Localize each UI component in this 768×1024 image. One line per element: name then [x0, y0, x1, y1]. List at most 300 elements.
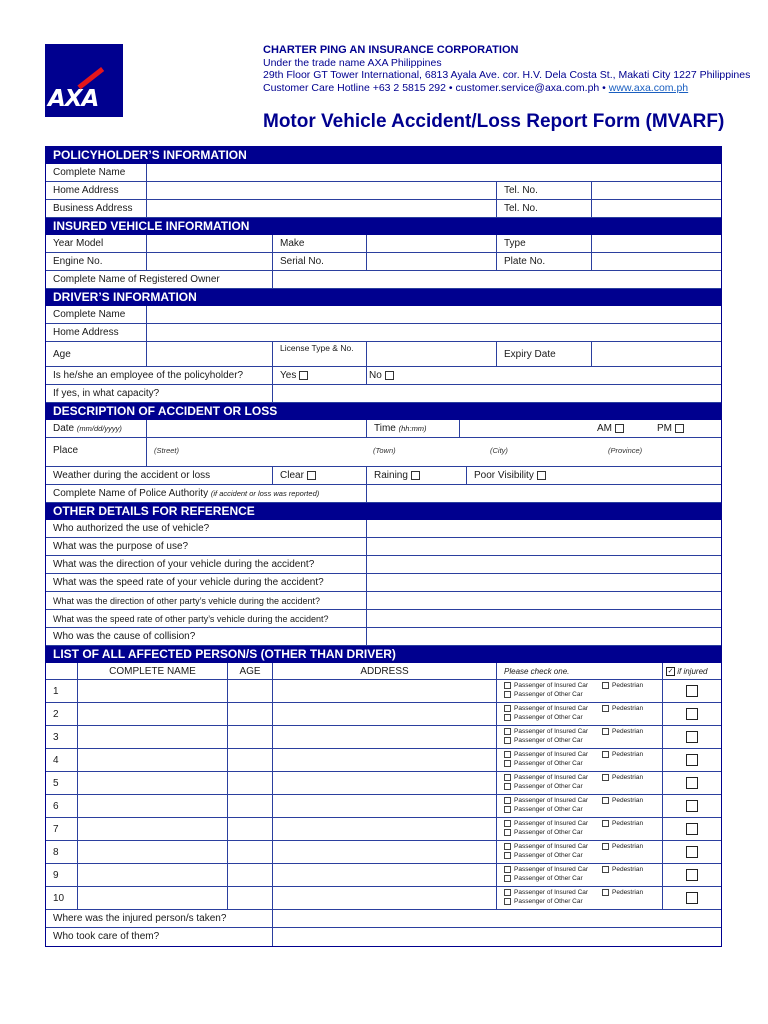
affected-injured-cell — [663, 772, 721, 794]
affected-role-options — [497, 772, 663, 794]
field-police[interactable] — [367, 485, 721, 502]
field-ph-tel2[interactable] — [592, 200, 721, 217]
answer-5[interactable] — [367, 592, 721, 609]
header-age: AGE — [228, 663, 273, 679]
field-date[interactable] — [147, 420, 367, 437]
option-passenger-insured[interactable] — [504, 705, 588, 712]
passenger-insured-label: Passenger of Insured Car — [514, 797, 589, 804]
answer-3[interactable] — [367, 556, 721, 573]
injured-checkbox[interactable] — [686, 800, 698, 812]
affected-name-field[interactable] — [78, 864, 228, 886]
option-raining[interactable] — [367, 467, 467, 484]
hint-city: (City) — [490, 446, 508, 455]
option-passenger-other[interactable] — [504, 898, 583, 905]
option-yes[interactable] — [273, 367, 367, 384]
row-acc-date — [46, 420, 721, 438]
affected-row-number: 4 — [46, 749, 78, 771]
passenger-other-checkbox[interactable] — [504, 852, 511, 859]
passenger-insured-checkbox[interactable] — [504, 705, 511, 712]
option-pm[interactable] — [657, 420, 684, 437]
role-line-2 — [504, 874, 662, 883]
option-pedestrian[interactable] — [602, 888, 643, 897]
row-drv-employee — [46, 367, 721, 385]
field-ph-business[interactable] — [147, 200, 497, 217]
axa-logo — [45, 44, 123, 117]
trade-name: Under the trade name AXA Philippines — [263, 56, 442, 69]
option-poor-visibility[interactable] — [467, 467, 721, 484]
field-make[interactable] — [367, 235, 497, 252]
affected-name-field[interactable] — [78, 772, 228, 794]
label-plate: Plate No. — [497, 253, 592, 270]
affected-role-options — [497, 841, 663, 863]
section-policyholder: POLICYHOLDER’S INFORMATION — [46, 147, 721, 164]
affected-row-number: 8 — [46, 841, 78, 863]
role-line-1 — [504, 865, 662, 874]
role-line-2 — [504, 736, 662, 745]
field-age[interactable] — [147, 342, 273, 366]
affected-injured-cell — [663, 818, 721, 840]
affected-role-options — [497, 726, 663, 748]
pedestrian-label: Pedestrian — [612, 728, 644, 735]
time-label: Time — [374, 423, 396, 434]
passenger-insured-checkbox[interactable] — [504, 797, 511, 804]
option-passenger-insured[interactable] — [504, 682, 588, 689]
section-other: OTHER DETAILS FOR REFERENCE — [46, 503, 721, 520]
label-ph-business: Business Address — [46, 200, 147, 217]
option-passenger-insured[interactable] — [504, 820, 588, 827]
section-vehicle: INSURED VEHICLE INFORMATION — [46, 218, 721, 235]
passenger-insured-label: Passenger of Insured Car — [514, 866, 589, 873]
row-q1 — [46, 520, 721, 538]
passenger-insured-checkbox[interactable] — [504, 774, 511, 781]
affected-row — [46, 841, 721, 864]
company-address: 29th Floor GT Tower International, 6813 Ayala Ave. cor. H.V. Dela Costa St., Makati City 1227 Philippines — [263, 69, 751, 81]
affected-age-field[interactable] — [228, 795, 273, 817]
affected-injured-cell — [663, 680, 721, 702]
pedestrian-checkbox[interactable] — [602, 820, 609, 827]
label-age: Age — [46, 342, 147, 366]
passenger-other-label: Passenger of Other Car — [514, 691, 583, 698]
affected-role-options — [497, 680, 663, 702]
check-mark-icon: ✓ — [667, 668, 674, 676]
passenger-other-label: Passenger of Other Car — [514, 852, 583, 859]
section-accident: DESCRIPTION OF ACCIDENT OR LOSS — [46, 403, 721, 420]
no-checkbox[interactable] — [385, 371, 394, 380]
row-veh-3 — [46, 271, 721, 289]
date-label: Date — [53, 423, 75, 434]
passenger-insured-checkbox[interactable] — [504, 866, 511, 873]
option-passenger-insured[interactable] — [504, 866, 588, 873]
option-passenger-insured[interactable] — [504, 797, 588, 804]
field-type[interactable] — [592, 235, 721, 252]
row-q6 — [46, 610, 721, 628]
pedestrian-checkbox[interactable] — [602, 751, 609, 758]
field-license[interactable] — [367, 342, 497, 366]
field-drv-home[interactable] — [147, 324, 721, 341]
row-drv-age — [46, 342, 721, 367]
label-type: Type — [497, 235, 592, 252]
passenger-other-label: Passenger of Other Car — [514, 829, 583, 836]
row-acc-weather — [46, 467, 721, 485]
passenger-insured-label: Passenger of Insured Car — [514, 682, 589, 689]
poor-visibility-checkbox[interactable] — [537, 471, 546, 480]
passenger-insured-checkbox[interactable] — [504, 728, 511, 735]
injured-checkbox[interactable] — [686, 685, 698, 697]
hint-town: (Town) — [373, 446, 396, 455]
role-line-2 — [504, 690, 662, 699]
injured-checkbox[interactable] — [686, 823, 698, 835]
label-ph-tel1: Tel. No. — [497, 182, 592, 199]
row-drv-capacity — [46, 385, 721, 403]
option-pedestrian[interactable] — [602, 727, 643, 736]
role-line-1 — [504, 888, 662, 897]
affected-name-field[interactable] — [78, 749, 228, 771]
field-place[interactable] — [147, 438, 721, 466]
option-passenger-insured[interactable] — [504, 889, 588, 896]
role-line-2 — [504, 828, 662, 837]
field-time[interactable] — [460, 420, 721, 437]
row-acc-place — [46, 438, 721, 467]
date-format: (mm/dd/yyyy) — [76, 424, 122, 433]
option-passenger-insured[interactable] — [504, 843, 588, 850]
affected-row-number: 3 — [46, 726, 78, 748]
bullet-1: • — [448, 81, 453, 94]
passenger-other-label: Passenger of Other Car — [514, 737, 583, 744]
option-passenger-other[interactable] — [504, 783, 583, 790]
role-line-1 — [504, 842, 662, 851]
affected-injured-cell — [663, 795, 721, 817]
passenger-insured-label: Passenger of Insured Car — [514, 751, 589, 758]
passenger-other-checkbox[interactable] — [504, 714, 511, 721]
label-police — [46, 485, 367, 502]
role-line-1 — [504, 773, 662, 782]
option-pedestrian[interactable] — [602, 842, 643, 851]
hint-street: (Street) — [154, 446, 180, 455]
option-passenger-other[interactable] — [504, 737, 583, 744]
passenger-other-checkbox[interactable] — [504, 806, 511, 813]
header-address: ADDRESS — [273, 663, 497, 679]
affected-age-field[interactable] — [228, 772, 273, 794]
field-plate[interactable] — [592, 253, 721, 270]
affected-injured-cell — [663, 726, 721, 748]
role-line-2 — [504, 782, 662, 791]
field-year-model[interactable] — [147, 235, 273, 252]
row-veh-2 — [46, 253, 721, 271]
label-date — [46, 420, 147, 437]
section-affected: LIST OF ALL AFFECTED PERSON/S (OTHER THAN DRIVER) — [46, 646, 721, 663]
website-link[interactable]: www.axa.com.ph — [608, 81, 689, 94]
pedestrian-checkbox[interactable] — [602, 843, 609, 850]
row-q4 — [46, 574, 721, 592]
pedestrian-label: Pedestrian — [612, 866, 644, 873]
affected-age-field[interactable] — [228, 864, 273, 886]
affected-injured-cell — [663, 841, 721, 863]
affected-name-field[interactable] — [78, 680, 228, 702]
time-format: (hh:mm) — [398, 424, 427, 433]
yes-label: Yes — [280, 370, 297, 381]
police-note: (if accident or loss was reported) — [210, 489, 320, 498]
affected-row-number: 9 — [46, 864, 78, 886]
am-checkbox[interactable] — [615, 424, 624, 433]
pedestrian-label: Pedestrian — [612, 889, 644, 896]
option-pedestrian[interactable] — [602, 796, 643, 805]
affected-row — [46, 818, 721, 841]
passenger-insured-checkbox[interactable] — [504, 820, 511, 827]
pedestrian-label: Pedestrian — [612, 797, 644, 804]
affected-age-field[interactable] — [228, 680, 273, 702]
field-serial[interactable] — [367, 253, 497, 270]
affected-age-field[interactable] — [228, 749, 273, 771]
pedestrian-checkbox[interactable] — [602, 889, 609, 896]
field-ph-name[interactable] — [147, 164, 721, 181]
option-pedestrian[interactable] — [602, 750, 643, 759]
affected-row — [46, 795, 721, 818]
affected-name-field[interactable] — [78, 818, 228, 840]
option-passenger-insured[interactable] — [504, 774, 588, 781]
field-expiry[interactable] — [592, 342, 721, 366]
bullet-2: • — [602, 81, 606, 94]
pedestrian-checkbox[interactable] — [602, 774, 609, 781]
injured-checkbox[interactable] — [686, 892, 698, 904]
passenger-insured-label: Passenger of Insured Car — [514, 843, 589, 850]
affected-address-field[interactable] — [273, 726, 497, 748]
role-line-1 — [504, 819, 662, 828]
answer-4[interactable] — [367, 574, 721, 591]
label-taken: Where was the injured person/s taken? — [46, 910, 273, 927]
option-no[interactable] — [367, 367, 721, 384]
affected-row-number: 6 — [46, 795, 78, 817]
role-line-2 — [504, 759, 662, 768]
affected-age-field[interactable] — [228, 841, 273, 863]
label-engine: Engine No. — [46, 253, 147, 270]
option-passenger-insured[interactable] — [504, 751, 588, 758]
passenger-other-checkbox[interactable] — [504, 760, 511, 767]
affected-role-options — [497, 795, 663, 817]
logo-text: AXA — [48, 86, 99, 112]
label-expiry: Expiry Date — [497, 342, 592, 366]
passenger-insured-label: Passenger of Insured Car — [514, 728, 589, 735]
affected-role-options — [497, 864, 663, 886]
raining-checkbox[interactable] — [411, 471, 420, 480]
label-care: Who took care of them? — [46, 928, 273, 946]
injured-checkbox[interactable] — [686, 777, 698, 789]
row-veh-1 — [46, 235, 721, 253]
passenger-insured-checkbox[interactable] — [504, 843, 511, 850]
option-passenger-other[interactable] — [504, 852, 583, 859]
passenger-insured-checkbox[interactable] — [504, 682, 511, 689]
label-weather: Weather during the accident or loss — [46, 467, 273, 484]
affected-row — [46, 772, 721, 795]
raining-label: Raining — [374, 470, 408, 481]
affected-address-field[interactable] — [273, 795, 497, 817]
clear-label: Clear — [280, 470, 304, 481]
pedestrian-label: Pedestrian — [612, 751, 644, 758]
affected-row-number: 2 — [46, 703, 78, 725]
option-pedestrian[interactable] — [602, 865, 643, 874]
affected-address-field[interactable] — [273, 818, 497, 840]
field-capacity[interactable] — [273, 385, 721, 402]
pedestrian-label: Pedestrian — [612, 682, 644, 689]
passenger-other-checkbox[interactable] — [504, 829, 511, 836]
label-ph-tel2: Tel. No. — [497, 200, 592, 217]
company-info — [263, 44, 750, 94]
answer-7[interactable] — [367, 628, 721, 645]
label-place: Place — [46, 438, 147, 466]
passenger-other-label: Passenger of Other Car — [514, 806, 583, 813]
row-q5 — [46, 592, 721, 610]
pedestrian-checkbox[interactable] — [602, 682, 609, 689]
option-pedestrian[interactable] — [602, 704, 643, 713]
injured-checkbox[interactable] — [686, 846, 698, 858]
if-injured-label: if injured — [677, 667, 708, 676]
option-passenger-insured[interactable] — [504, 728, 588, 735]
row-ph-home — [46, 182, 721, 200]
pedestrian-checkbox[interactable] — [602, 866, 609, 873]
option-passenger-other[interactable] — [504, 875, 583, 882]
yes-checkbox[interactable] — [299, 371, 308, 380]
passenger-insured-label: Passenger of Insured Car — [514, 705, 589, 712]
field-engine[interactable] — [147, 253, 273, 270]
question-1: Who authorized the use of vehicle? — [46, 520, 367, 537]
affected-name-field[interactable] — [78, 795, 228, 817]
row-q3 — [46, 556, 721, 574]
affected-address-field[interactable] — [273, 841, 497, 863]
row-ph-name — [46, 164, 721, 182]
pm-label: PM — [657, 423, 672, 434]
field-ph-tel1[interactable] — [592, 182, 721, 199]
passenger-other-label: Passenger of Other Car — [514, 783, 583, 790]
question-5: What was the direction of other party’s vehicle during the accident? — [46, 592, 367, 609]
option-am[interactable] — [597, 420, 624, 437]
passenger-insured-checkbox[interactable] — [504, 751, 511, 758]
no-label: No — [369, 370, 382, 381]
affected-address-field[interactable] — [273, 703, 497, 725]
affected-address-field[interactable] — [273, 749, 497, 771]
row-acc-police — [46, 485, 721, 503]
passenger-other-label: Passenger of Other Car — [514, 714, 583, 721]
label-ph-name: Complete Name — [46, 164, 147, 181]
affected-name-field[interactable] — [78, 841, 228, 863]
affected-address-field[interactable] — [273, 864, 497, 886]
pedestrian-label: Pedestrian — [612, 843, 644, 850]
row-taken — [46, 910, 721, 928]
label-serial: Serial No. — [273, 253, 367, 270]
role-line-1 — [504, 727, 662, 736]
affected-name-field[interactable] — [78, 703, 228, 725]
role-line-2 — [504, 713, 662, 722]
clear-checkbox[interactable] — [307, 471, 316, 480]
affected-row — [46, 680, 721, 703]
option-clear[interactable] — [273, 467, 367, 484]
field-ph-home[interactable] — [147, 182, 497, 199]
answer-6[interactable] — [367, 610, 721, 627]
passenger-other-label: Passenger of Other Car — [514, 760, 583, 767]
affected-injured-cell — [663, 749, 721, 771]
injured-checkbox[interactable] — [686, 708, 698, 720]
header-name: COMPLETE NAME — [78, 663, 228, 679]
affected-address-field[interactable] — [273, 680, 497, 702]
option-pedestrian[interactable] — [602, 773, 643, 782]
affected-row — [46, 703, 721, 726]
affected-row — [46, 726, 721, 749]
passenger-other-checkbox[interactable] — [504, 783, 511, 790]
passenger-other-checkbox[interactable] — [504, 737, 511, 744]
role-line-1 — [504, 750, 662, 759]
affected-name-field[interactable] — [78, 887, 228, 909]
option-passenger-other[interactable] — [504, 691, 583, 698]
affected-name-field[interactable] — [78, 726, 228, 748]
affected-age-field[interactable] — [228, 726, 273, 748]
passenger-other-label: Passenger of Other Car — [514, 898, 583, 905]
injured-checkbox[interactable] — [686, 754, 698, 766]
affected-address-field[interactable] — [273, 887, 497, 909]
field-care[interactable] — [273, 928, 721, 946]
affected-address-field[interactable] — [273, 772, 497, 794]
affected-row — [46, 864, 721, 887]
affected-role-options — [497, 703, 663, 725]
question-7: Who was the cause of collision? — [46, 628, 367, 645]
injured-checkbox[interactable] — [686, 869, 698, 881]
option-passenger-other[interactable] — [504, 806, 583, 813]
option-pedestrian[interactable] — [602, 681, 643, 690]
affected-role-options — [497, 887, 663, 909]
affected-age-field[interactable] — [228, 703, 273, 725]
row-drv-name — [46, 306, 721, 324]
passenger-other-checkbox[interactable] — [504, 875, 511, 882]
label-make: Make — [273, 235, 367, 252]
affected-row — [46, 749, 721, 772]
passenger-insured-label: Passenger of Insured Car — [514, 774, 589, 781]
field-taken[interactable] — [273, 910, 721, 927]
pm-checkbox[interactable] — [675, 424, 684, 433]
option-passenger-other[interactable] — [504, 714, 583, 721]
label-license: License Type & No. — [273, 342, 367, 366]
pedestrian-checkbox[interactable] — [602, 797, 609, 804]
role-line-1 — [504, 681, 662, 690]
role-line-2 — [504, 897, 662, 906]
pedestrian-checkbox[interactable] — [602, 705, 609, 712]
passenger-other-checkbox[interactable] — [504, 898, 511, 905]
section-driver: DRIVER’S INFORMATION — [46, 289, 721, 306]
option-passenger-other[interactable] — [504, 760, 583, 767]
pedestrian-label: Pedestrian — [612, 820, 644, 827]
affected-age-field[interactable] — [228, 887, 273, 909]
row-ph-business — [46, 200, 721, 218]
label-drv-name: Complete Name — [46, 306, 147, 323]
affected-row-number: 5 — [46, 772, 78, 794]
row-drv-home — [46, 324, 721, 342]
pedestrian-checkbox[interactable] — [602, 728, 609, 735]
passenger-insured-checkbox[interactable] — [504, 889, 511, 896]
affected-row-number: 10 — [46, 887, 78, 909]
affected-age-field[interactable] — [228, 818, 273, 840]
option-passenger-other[interactable] — [504, 829, 583, 836]
row-q2 — [46, 538, 721, 556]
field-drv-name[interactable] — [147, 306, 721, 323]
contact-line — [263, 82, 750, 95]
option-pedestrian[interactable] — [602, 819, 643, 828]
passenger-other-checkbox[interactable] — [504, 691, 511, 698]
hint-province: (Province) — [608, 446, 643, 455]
affected-row — [46, 887, 721, 910]
field-registered-owner[interactable] — [273, 271, 721, 288]
email: customer.service@axa.com.ph — [455, 81, 600, 94]
label-ph-home: Home Address — [46, 182, 147, 199]
header-num — [46, 663, 78, 679]
injured-checkbox[interactable] — [686, 731, 698, 743]
answer-2[interactable] — [367, 538, 721, 555]
answer-1[interactable] — [367, 520, 721, 537]
